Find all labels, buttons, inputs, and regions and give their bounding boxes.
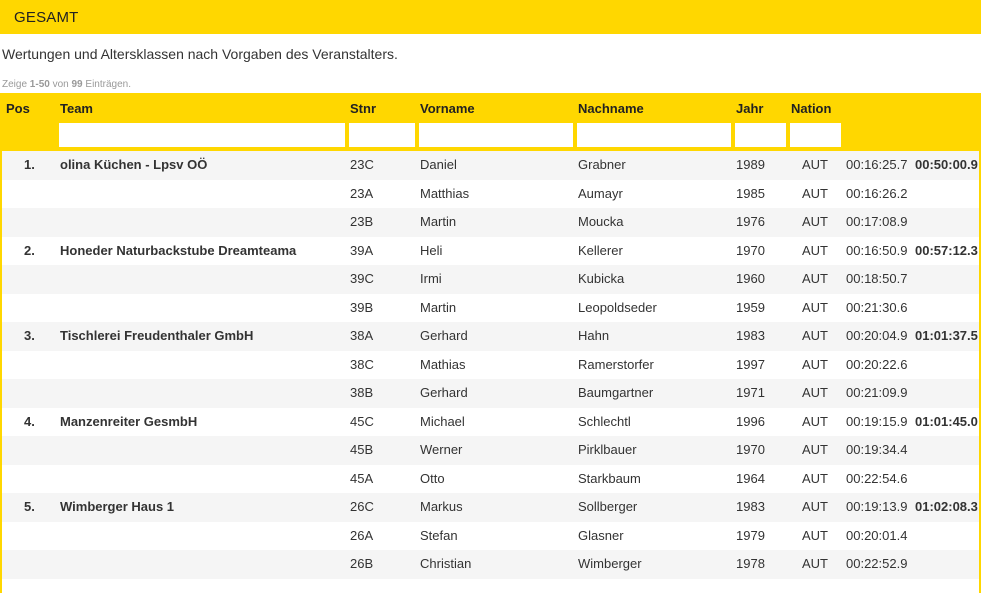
table-row[interactable] bbox=[2, 522, 979, 551]
cell-zeit: 00:17:08.9 bbox=[846, 214, 908, 229]
cell-nachname: Schlechtl bbox=[578, 413, 631, 429]
cell-team: olina Küchen - Lpsv OÖ bbox=[60, 157, 208, 172]
cell-nachname: Ramerstorfer bbox=[578, 356, 654, 372]
description-text: Wertungen und Altersklassen nach Vorgaben des Veranstalters. bbox=[2, 46, 398, 62]
cell-stnr: 39C bbox=[350, 271, 374, 286]
cell-nachname: Kubicka bbox=[578, 271, 625, 286]
cell-vorname: Heli bbox=[420, 242, 443, 258]
cell-nation: AUT bbox=[802, 242, 828, 258]
nation-filter-input[interactable] bbox=[790, 123, 841, 147]
cell-nation: AUT bbox=[802, 499, 828, 514]
cell-nachname: Grabner bbox=[578, 157, 626, 172]
cell-nation: AUT bbox=[802, 413, 828, 429]
table-row[interactable] bbox=[2, 237, 979, 266]
cell-jahr: 1960 bbox=[736, 271, 765, 286]
table-row[interactable] bbox=[2, 493, 979, 522]
cell-vorname: Matthias bbox=[420, 185, 470, 201]
cell-gesamt: 00:50:00.9 bbox=[915, 157, 978, 172]
cell-vorname: Werner bbox=[420, 442, 463, 457]
cell-zeit: 00:21:09.9 bbox=[846, 385, 908, 400]
cell-team: Honeder Naturbackstube Dreamteama bbox=[60, 242, 297, 258]
cell-vorname: Irmi bbox=[420, 271, 442, 286]
cell-pos: 3. bbox=[24, 328, 35, 343]
table-row[interactable] bbox=[2, 265, 979, 294]
table-row[interactable] bbox=[2, 151, 979, 180]
cell-nation: AUT bbox=[802, 299, 828, 315]
cell-nation: AUT bbox=[802, 271, 828, 286]
cell-zeit: 00:16:25.7 bbox=[846, 157, 908, 172]
cell-jahr: 1983 bbox=[736, 499, 765, 514]
cell-jahr: 1978 bbox=[736, 556, 765, 571]
table-row[interactable] bbox=[2, 465, 979, 494]
cell-jahr: 1985 bbox=[736, 185, 765, 201]
cell-stnr: 26C bbox=[350, 499, 374, 514]
cell-nachname: Starkbaum bbox=[578, 470, 641, 486]
cell-nachname: Glasner bbox=[578, 527, 624, 543]
cell-vorname: Mathias bbox=[420, 356, 466, 372]
entries-info-suffix: Einträgen. bbox=[82, 79, 131, 90]
cell-gesamt: 01:02:08.3 bbox=[915, 499, 978, 514]
cell-nation: AUT bbox=[802, 442, 828, 457]
cell-jahr: 1964 bbox=[736, 470, 765, 486]
cell-stnr: 38C bbox=[350, 356, 374, 372]
cell-jahr: 1983 bbox=[736, 328, 765, 343]
cell-jahr: 1970 bbox=[736, 442, 765, 457]
cell-pos: 1. bbox=[24, 157, 35, 172]
table-header bbox=[2, 93, 979, 151]
column-header-jahr[interactable]: Jahr bbox=[736, 101, 764, 116]
cell-nation: AUT bbox=[802, 385, 828, 400]
cell-vorname: Stefan bbox=[420, 527, 458, 543]
table-row[interactable] bbox=[2, 436, 979, 465]
cell-nation: AUT bbox=[802, 157, 828, 172]
entries-info-prefix: Zeige bbox=[2, 79, 30, 90]
cell-stnr: 45C bbox=[350, 413, 374, 429]
cell-gesamt: 01:01:45.0 bbox=[915, 413, 978, 429]
table-row[interactable] bbox=[2, 351, 979, 380]
cell-vorname: Martin bbox=[420, 299, 457, 315]
nachname-filter-input[interactable] bbox=[577, 123, 731, 147]
cell-team: Manzenreiter GesmbH bbox=[60, 413, 198, 429]
cell-nachname: Leopoldseder bbox=[578, 299, 657, 315]
cell-zeit: 00:19:13.9 bbox=[846, 499, 908, 514]
cell-team: Tischlerei Freudenthaler GmbH bbox=[60, 328, 254, 343]
cell-nation: AUT bbox=[802, 470, 828, 486]
cell-nachname: Hahn bbox=[578, 328, 610, 343]
cell-nachname: Aumayr bbox=[578, 185, 623, 201]
section-header bbox=[0, 0, 981, 34]
cell-jahr: 1996 bbox=[736, 413, 765, 429]
cell-jahr: 1989 bbox=[736, 157, 765, 172]
entries-info bbox=[2, 79, 131, 90]
cell-stnr: 23A bbox=[350, 185, 374, 201]
cell-stnr: 38A bbox=[350, 328, 374, 343]
cell-zeit: 00:20:22.6 bbox=[846, 356, 908, 372]
cell-jahr: 1979 bbox=[736, 527, 765, 543]
cell-zeit: 00:19:34.4 bbox=[846, 442, 908, 457]
cell-stnr: 26B bbox=[350, 556, 374, 571]
cell-nachname: Moucka bbox=[578, 214, 624, 229]
vorname-filter-input[interactable] bbox=[419, 123, 573, 147]
cell-jahr: 1971 bbox=[736, 385, 765, 400]
jahr-filter-input[interactable] bbox=[735, 123, 786, 147]
table-row[interactable] bbox=[2, 180, 979, 209]
cell-zeit: 00:19:15.9 bbox=[846, 413, 908, 429]
cell-jahr: 1997 bbox=[736, 356, 765, 372]
cell-vorname: Markus bbox=[420, 499, 463, 514]
cell-zeit: 00:16:26.2 bbox=[846, 185, 908, 201]
cell-stnr: 26A bbox=[350, 527, 374, 543]
cell-stnr: 39A bbox=[350, 242, 374, 258]
cell-jahr: 1976 bbox=[736, 214, 765, 229]
stnr-filter-input[interactable] bbox=[349, 123, 415, 147]
entries-info-total: 99 bbox=[71, 79, 83, 90]
table-row[interactable] bbox=[2, 379, 979, 408]
cell-vorname: Martin bbox=[420, 214, 457, 229]
cell-nation: AUT bbox=[802, 185, 828, 201]
cell-zeit: 00:18:50.7 bbox=[846, 271, 908, 286]
cell-nation: AUT bbox=[802, 356, 828, 372]
cell-nation: AUT bbox=[802, 527, 828, 543]
cell-nachname: Sollberger bbox=[578, 499, 638, 514]
cell-nachname: Wimberger bbox=[578, 556, 642, 571]
column-header-nation[interactable]: Nation bbox=[791, 101, 832, 116]
cell-stnr: 23B bbox=[350, 214, 374, 229]
cell-gesamt: 01:01:37.5 bbox=[915, 328, 978, 343]
cell-zeit: 00:21:30.6 bbox=[846, 299, 908, 315]
section-title: GESAMT bbox=[14, 9, 79, 26]
cell-stnr: 39B bbox=[350, 299, 374, 315]
table-row[interactable] bbox=[2, 550, 979, 579]
cell-zeit: 00:20:04.9 bbox=[846, 328, 908, 343]
cell-pos: 2. bbox=[24, 242, 35, 258]
entries-info-range: 1-50 bbox=[29, 79, 50, 90]
cell-zeit: 00:16:50.9 bbox=[846, 242, 908, 258]
cell-zeit: 00:22:52.9 bbox=[846, 556, 908, 571]
cell-vorname: Otto bbox=[420, 470, 445, 486]
cell-vorname: Daniel bbox=[420, 157, 457, 172]
cell-stnr: 23C bbox=[350, 157, 374, 172]
column-header-pos[interactable]: Pos bbox=[6, 101, 30, 116]
results-table bbox=[0, 93, 981, 593]
cell-stnr: 45B bbox=[350, 442, 374, 457]
cell-stnr: 45A bbox=[350, 470, 374, 486]
cell-nation: AUT bbox=[802, 214, 828, 229]
column-header-vorname[interactable]: Vorname bbox=[420, 101, 475, 116]
cell-nachname: Kellerer bbox=[578, 242, 623, 258]
cell-stnr: 38B bbox=[350, 385, 374, 400]
cell-vorname: Gerhard bbox=[420, 385, 468, 400]
cell-jahr: 1970 bbox=[736, 242, 765, 258]
table-row[interactable] bbox=[2, 408, 979, 437]
cell-zeit: 00:20:01.4 bbox=[846, 527, 908, 543]
cell-team: Wimberger Haus 1 bbox=[60, 499, 175, 514]
cell-nachname: Pirklbauer bbox=[578, 442, 637, 457]
cell-pos: 4. bbox=[24, 413, 35, 429]
team-filter-input[interactable] bbox=[59, 123, 345, 147]
column-header-nachname[interactable]: Nachname bbox=[578, 101, 644, 116]
cell-pos: 5. bbox=[24, 499, 35, 514]
cell-vorname: Gerhard bbox=[420, 328, 468, 343]
cell-vorname: Christian bbox=[420, 556, 472, 571]
cell-nation: AUT bbox=[802, 328, 828, 343]
cell-nation: AUT bbox=[802, 556, 828, 571]
column-header-stnr[interactable]: Stnr bbox=[350, 101, 376, 116]
cell-gesamt: 00:57:12.3 bbox=[915, 242, 978, 258]
cell-zeit: 00:22:54.6 bbox=[846, 470, 908, 486]
table-row[interactable] bbox=[2, 294, 979, 323]
entries-info-middle: von bbox=[49, 79, 72, 90]
column-header-team[interactable]: Team bbox=[60, 101, 93, 116]
cell-jahr: 1959 bbox=[736, 299, 765, 315]
cell-vorname: Michael bbox=[420, 413, 465, 429]
table-row[interactable] bbox=[2, 208, 979, 237]
cell-nachname: Baumgartner bbox=[578, 385, 654, 400]
table-body bbox=[2, 151, 979, 579]
table-row[interactable] bbox=[2, 322, 979, 351]
